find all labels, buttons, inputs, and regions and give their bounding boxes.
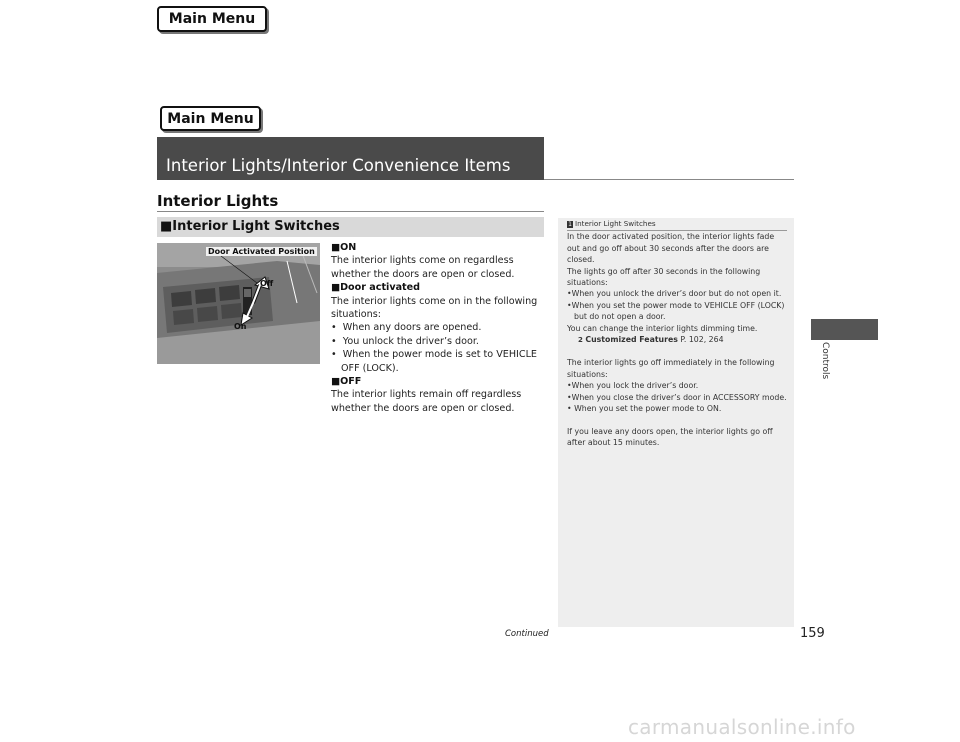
side-note-paragraph: You can change the interior lights dimming time. [567,323,758,333]
off-description: The interior lights remain off regardless whether the doors are open or closed. [331,389,522,414]
page-title: Interior Lights/Interior Convenience Items [157,137,544,180]
off-heading: ■OFF [331,376,362,388]
square-bullet-icon: ■ [331,242,341,253]
continued-label: Continued [505,629,549,639]
chapter-tab-label: Controls [820,342,830,380]
side-note-paragraph: If you leave any doors open, the interior lights go off after about 15 minutes. [567,426,773,447]
page-number: 159 [800,626,825,641]
door-activated-label: Door Activated Position [208,247,315,256]
section-heading: Interior Lights [157,192,279,210]
section-rule [157,211,544,212]
square-bullet-icon: ■ [331,376,341,388]
on-description: The interior lights come on regardless whether the doors are open or closed. [331,255,515,280]
list-item: •When you set the power mode to VEHICLE OFF (LOCK) but do not open a door. [567,300,785,322]
watermark: carmanualsonline.info [628,715,856,739]
main-menu-button-top[interactable]: Main Menu [157,6,267,32]
subsection-heading [157,217,544,237]
body-text [331,241,546,415]
light-switch-illustration [157,243,320,364]
side-note [567,218,787,448]
title-rule [544,179,794,180]
off-label: Off [260,279,274,288]
square-bullet-icon: ■ [160,219,173,234]
note-number-icon: 1 [568,220,572,228]
main-menu-button[interactable]: Main Menu [160,106,261,131]
subsection-title: Interior Light Switches [172,219,340,234]
cross-reference-link[interactable]: 2 Customized Features P. 102, 264 [578,335,724,345]
overhead-console-drawing [157,243,320,364]
list-item: • When any doors are opened. [331,322,482,334]
reference-arrow-icon: 2 [578,336,583,345]
door-activated-heading: ■Door activated [331,282,421,294]
side-note-paragraph: The lights go off after 30 seconds in the following situations: [567,266,761,288]
list-item: •When you unlock the driver’s door but do not open it. [567,289,782,299]
list-item: • When you set the power mode to ON. [567,404,722,414]
list-item: • You unlock the driver’s door. [331,335,479,347]
chapter-tab[interactable] [811,319,878,340]
side-note-paragraph: In the door activated position, the interior lights fade out and go off about 30 seconds after the doors are closed. [567,232,775,265]
list-item: • When the power mode is set to VEHICLE OFF (LOCK). [331,349,537,374]
side-note-heading: 1 Interior Light Switches [567,218,787,231]
list-item: •When you close the driver’s door in ACCESSORY mode. [567,392,787,402]
on-heading: ■ON [331,242,357,253]
door-activated-description: The interior lights come on in the following situations: [331,295,538,321]
list-item: •When you lock the driver’s door. [567,381,699,391]
on-label: On [234,322,247,331]
square-bullet-icon: ■ [331,282,341,294]
side-note-paragraph: The interior lights go off immediately in the following situations: [567,358,775,379]
